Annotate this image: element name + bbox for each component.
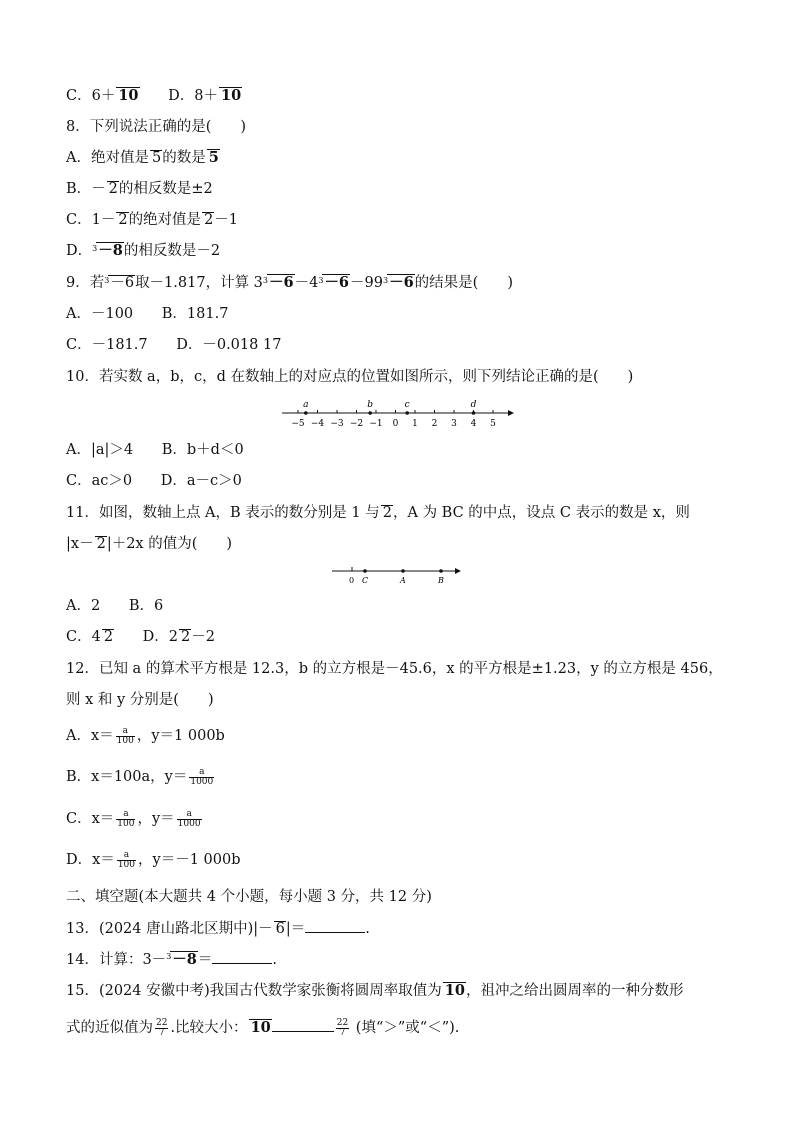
q10-options-ab — [66, 440, 244, 460]
q14-answer-blank[interactable] — [212, 949, 272, 964]
q14-stem: 14．计算：3－$^3$－8＝ . — [66, 951, 277, 968]
q11-stem: 11．如图，数轴上点 A，B 表示的数分别是 1 与 2，A 为 BC 的中点，设点 C 表示的数是 x，则 — [66, 505, 690, 521]
q10-number-line — [280, 395, 515, 431]
q10-stem: 10．若实数 a，b，c，d 在数轴上的对应点的位置如图所示，则下列结论正确的是( ) — [66, 369, 634, 385]
q10-point-label-d: d — [470, 400, 477, 410]
q8-option-d: D．$^3$－8的相反数是－2 — [66, 242, 221, 259]
q10-tick-label: 5 — [490, 419, 496, 429]
q7-option-d: D．8＋ 10 — [168, 87, 242, 104]
q10-point-c — [405, 411, 409, 415]
q12-option-a: A．x＝ $\frac{a}{100}$ ，y＝1 000b — [66, 725, 225, 746]
q11-options-cd — [66, 627, 215, 647]
q11-option-b: B．6 — [128, 598, 164, 614]
q10-tick-label: 4 — [470, 419, 477, 429]
q11-options-ab — [66, 596, 163, 616]
q11-point-a — [401, 569, 405, 573]
q10-option-d: D．a－c＞0 — [160, 473, 242, 489]
q15-stem: 15．(2024 安徽中考)我国古代数学家张衡将圆周率取值为 10，祖冲之给出圆周率的一种分数形 — [66, 982, 684, 999]
q9-option-b: B．181.7 — [161, 306, 229, 322]
q13-answer-blank[interactable] — [305, 918, 365, 933]
q10-option-c: C．ac＞0 — [66, 473, 133, 489]
q11-number-line — [330, 562, 465, 586]
q10-tick-label: −1 — [369, 419, 383, 429]
q10-option-a: A．|a|＞4 — [66, 442, 134, 458]
q11-axis-arrow — [455, 568, 461, 574]
q9-option-c: C．－181.7 — [66, 337, 148, 353]
q10-tick-label: 3 — [451, 419, 457, 429]
q10-tick-label: −3 — [330, 419, 344, 429]
q10-point-label-a: a — [303, 400, 309, 410]
q12-option-d: D．x＝ $\frac{a}{100}$ ，y＝－1 000b — [66, 849, 241, 870]
q10-tick-label: −2 — [349, 419, 364, 429]
q10-tick-label: 2 — [431, 419, 438, 429]
q9-option-a: A．－100 — [66, 306, 134, 322]
q10-tick-label: 0 — [392, 419, 399, 429]
q7-options-cd — [66, 86, 242, 106]
q11-label-a: A — [400, 576, 406, 585]
q10-option-b: B．b＋d＜0 — [161, 442, 244, 458]
q9-option-d: D．－0.018 17 — [176, 337, 282, 353]
q10-tick-label: 1 — [412, 419, 418, 429]
q11-point-c — [363, 569, 367, 573]
q9-options-cd — [66, 335, 281, 355]
q7-option-c: C．6＋ 10 — [66, 87, 139, 104]
q10-point-d — [472, 411, 476, 415]
q11-point-b — [439, 569, 443, 573]
q15-answer-blank[interactable] — [272, 1017, 334, 1032]
q11-label-b: B — [438, 576, 444, 585]
q10-point-b — [368, 411, 372, 415]
q13-stem: 13．(2024 唐山路北区期中)|－ 6|＝ . — [66, 918, 370, 939]
q8-option-c: C．1－ 2的绝对值是 2－1 — [66, 212, 239, 228]
q11-option-a: A．2 — [66, 598, 101, 614]
q11-option-d: D．2 2－2 — [142, 629, 215, 645]
q9-stem: 9．若$^3$－6取－1.817，计算 $3^3-6-4^3-6-99^3-6$的结果是( ) — [66, 274, 513, 291]
q8-stem: 8．下列说法正确的是( ) — [66, 119, 247, 135]
q10-axis-arrow — [508, 410, 514, 416]
q8-option-a: A．绝对值是 5的数是 5 — [66, 149, 219, 166]
q12-stem: 12．已知 a 的算术平方根是 12.3，b 的立方根是－45.6，x 的平方根是±1.23，y 的立方根是 456， — [66, 661, 723, 677]
q10-point-a — [304, 411, 308, 415]
q9-options-ab — [66, 304, 228, 324]
section-fill-in-heading: 二、填空题(本大题共 4 个小题，每小题 3 分，共 12 分) — [66, 889, 432, 905]
q12-option-b: B．x＝100a，y＝ $\frac{a}{1000}$ — [66, 766, 214, 787]
q11-label-c: C — [362, 576, 369, 585]
q11-option-c: C．4 2 — [66, 629, 114, 645]
q15-stem-line2: 式的近似值为 $\frac{22}{7}$ .比较大小： 10 $\frac{22}{7}$ (填“＞”或“＜”). — [66, 1017, 460, 1038]
q11-stem-line2: |x－ 2|＋2x 的值为( ) — [66, 536, 233, 552]
q10-tick-label: −4 — [310, 419, 325, 429]
q8-option-b: B．－ 2的相反数是±2 — [66, 181, 213, 197]
q10-point-label-b: b — [367, 400, 374, 410]
q11-label-zero: 0 — [349, 576, 355, 585]
q10-options-cd — [66, 471, 242, 491]
q10-point-label-c: c — [404, 400, 410, 410]
q10-tick-label: −5 — [291, 419, 305, 429]
q12-option-c: C．x＝ $\frac{a}{100}$ ，y＝ $\frac{a}{1000}$ — [66, 808, 201, 829]
q12-stem-line2: 则 x 和 y 分别是( ) — [66, 692, 214, 708]
